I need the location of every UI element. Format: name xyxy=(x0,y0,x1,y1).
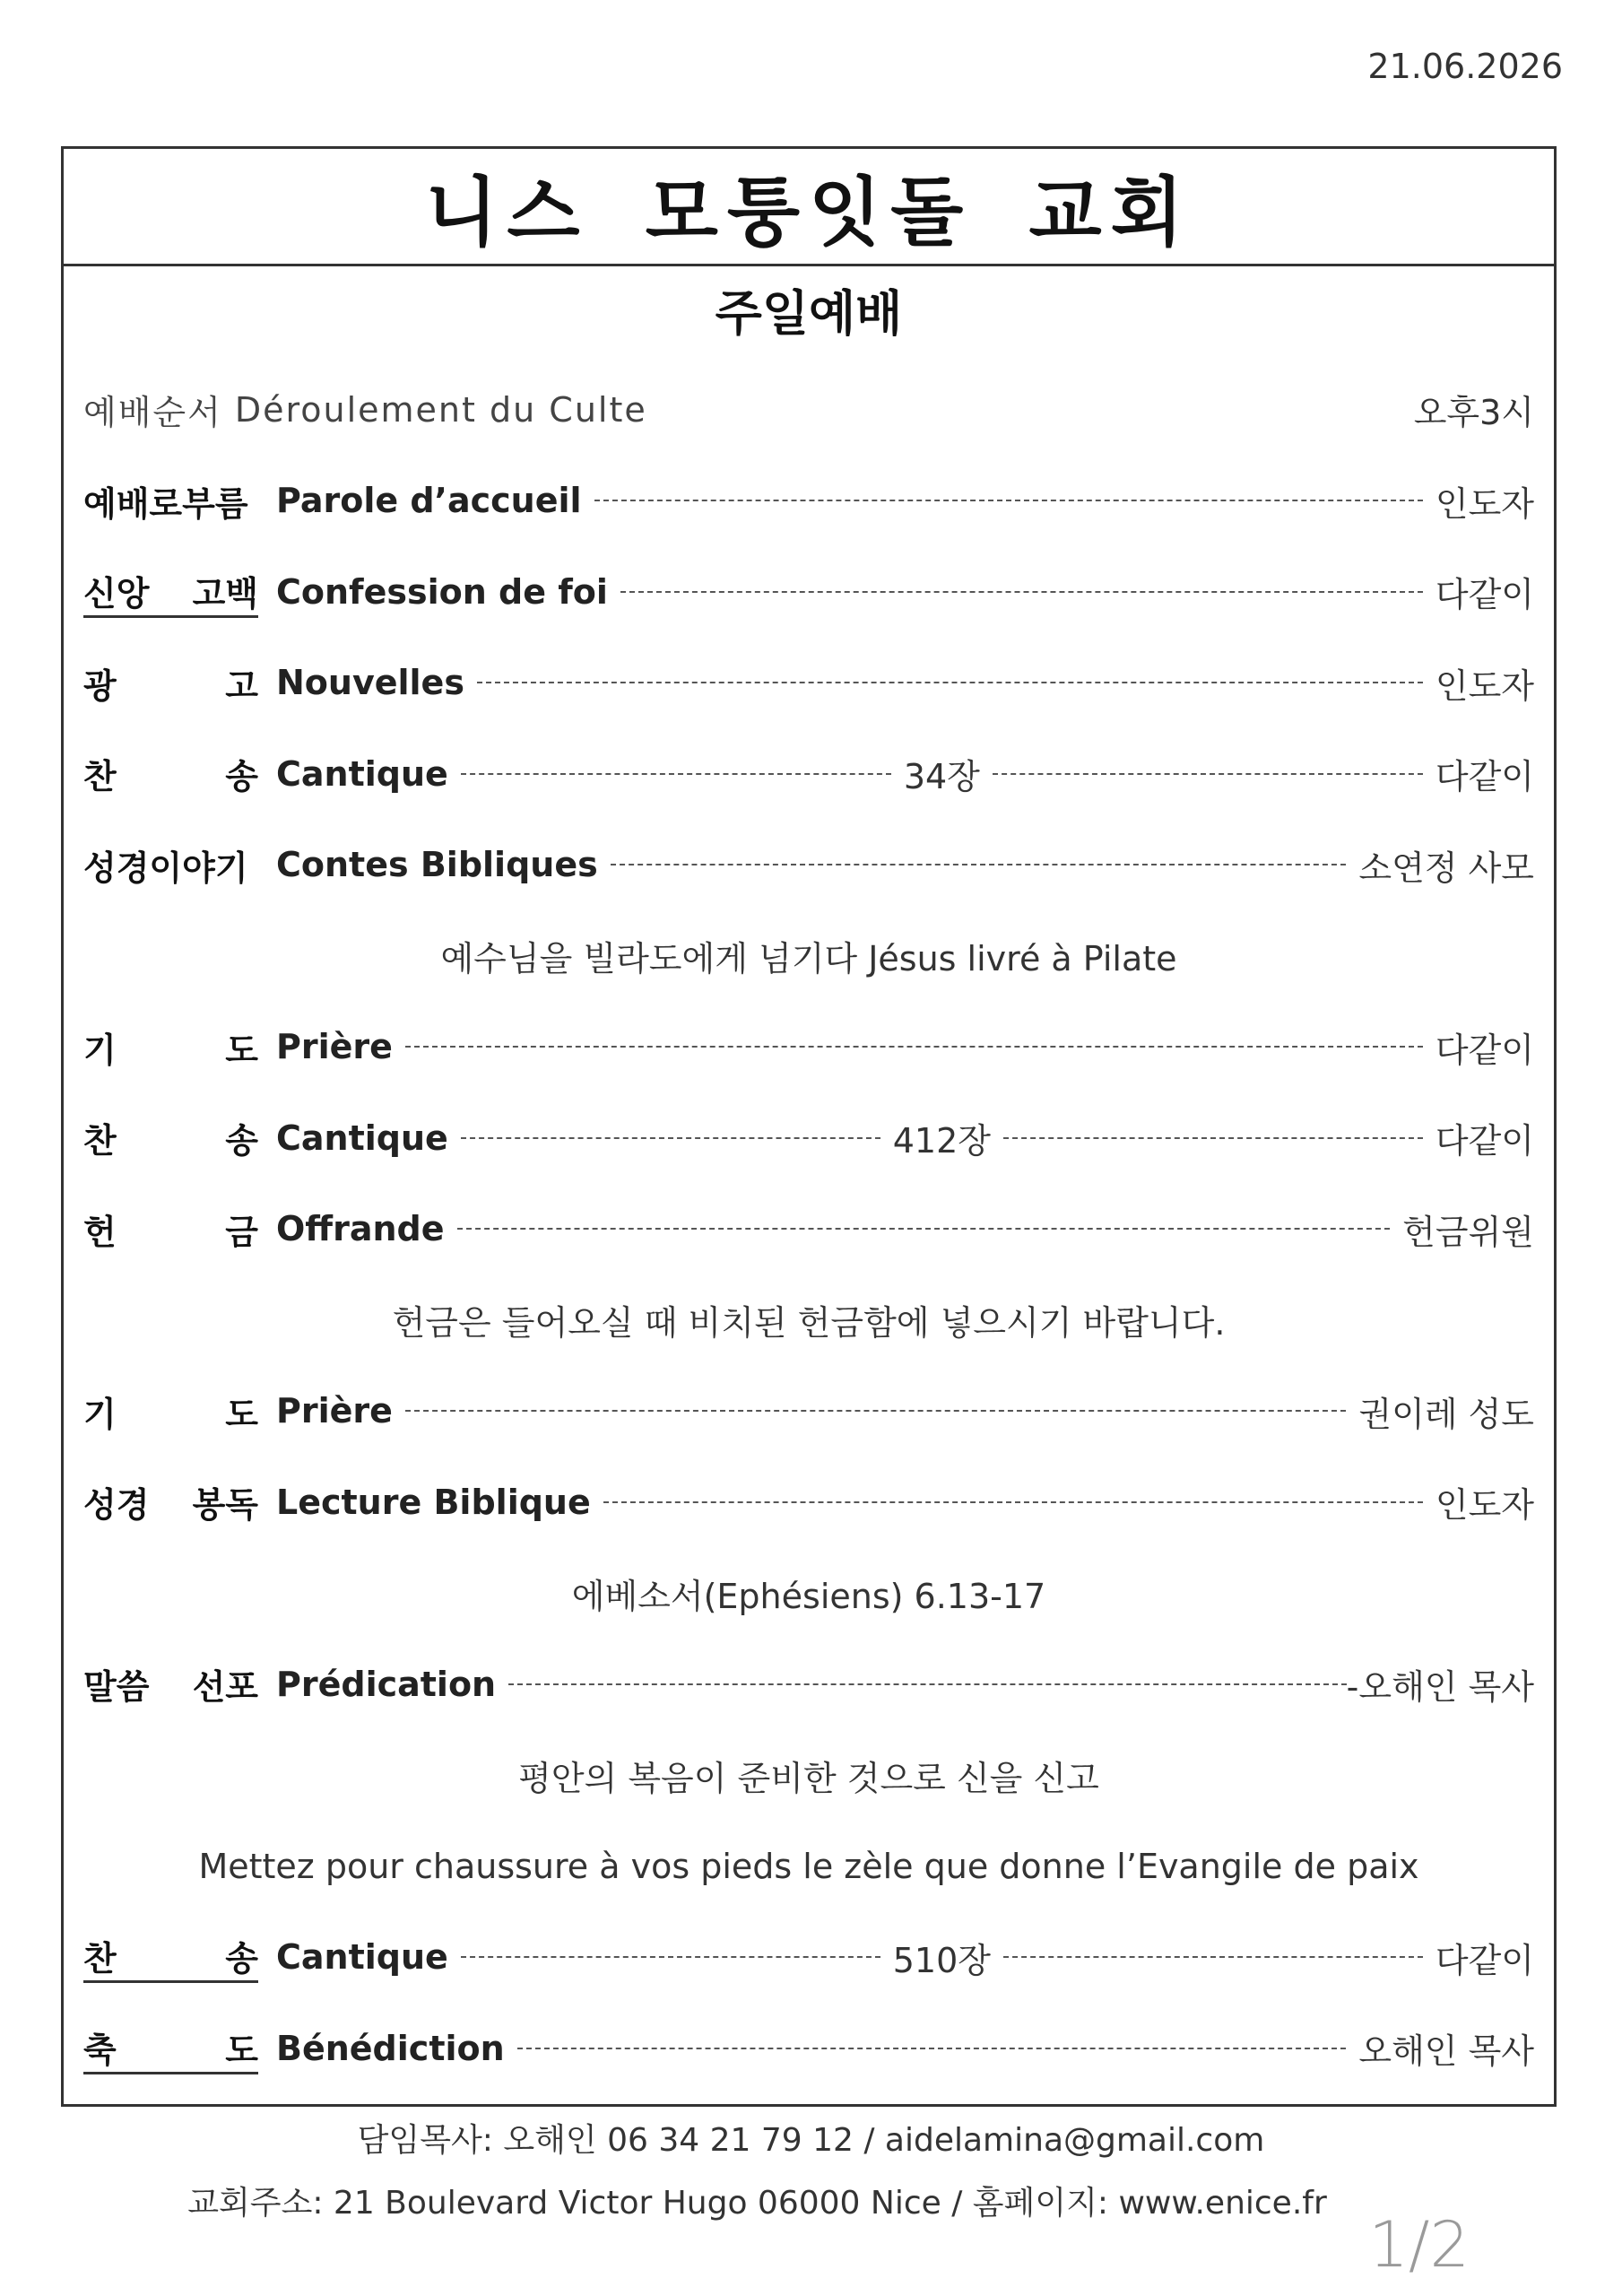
service-row xyxy=(83,1366,1534,1457)
dash-leader xyxy=(611,864,1347,865)
row-note: 예수님을 빌라도에게 넘기다 Jésus livré à Pilate xyxy=(440,939,1177,979)
pastor-contact: 담임목사: 오해인 06 34 21 79 12 / aidelamina@gmail.com xyxy=(357,2122,1265,2159)
row-ko-label: 축 도 xyxy=(83,2022,258,2074)
title-bar xyxy=(64,149,1554,266)
dash-leader xyxy=(620,591,1423,593)
hymn-number: 412장 xyxy=(892,1121,991,1161)
row-leader: 다같이 xyxy=(1435,757,1534,797)
dash-leader xyxy=(405,1046,1423,1048)
service-row xyxy=(83,1092,1534,1184)
row-leader: 인도자 xyxy=(1435,483,1534,524)
row-fr-label: Lecture Biblique xyxy=(276,1482,591,1522)
page-number: 1/2 xyxy=(1368,2208,1470,2282)
service-row xyxy=(83,1912,1534,2004)
row-fr-label: Prière xyxy=(276,1391,393,1431)
church-address: 교회주소: 21 Boulevard Victor Hugo 06000 Nice / 홈페이지: www.enice.fr xyxy=(187,2185,1327,2222)
row-fr-label: Cantique xyxy=(276,1118,448,1158)
dash-leader xyxy=(594,500,1423,501)
order-of-service xyxy=(83,364,1534,2094)
program-frame xyxy=(61,146,1557,2107)
row-leader: 다같이 xyxy=(1435,575,1534,615)
service-row xyxy=(83,546,1534,638)
service-row xyxy=(83,1639,1534,1730)
dash-leader xyxy=(457,1228,1391,1230)
row-ko-label: 찬 송 xyxy=(83,757,258,797)
row-fr-label: Confession de foi xyxy=(276,571,608,612)
row-ko-label: 광 고 xyxy=(83,665,258,706)
dash-leader xyxy=(461,773,891,775)
service-row xyxy=(83,456,1534,547)
row-fr-label: Prédication xyxy=(276,1664,497,1704)
row-note: 헌금은 들어오실 때 비치된 헌금함에 넣으시기 바랍니다. xyxy=(392,1303,1226,1344)
service-row xyxy=(83,1457,1534,1548)
service-row xyxy=(83,2003,1534,2094)
service-time: 오후3시 xyxy=(1413,393,1534,433)
row-fr-label: Cantique xyxy=(276,1937,448,1978)
row-leader: 권이레 성도 xyxy=(1358,1394,1534,1434)
row-fr-label: Offrande xyxy=(276,1209,445,1249)
dash-leader xyxy=(508,1683,1347,1685)
dash-leader xyxy=(603,1501,1423,1503)
hymn-number: 510장 xyxy=(892,1940,991,1980)
row-leader: 다같이 xyxy=(1435,1121,1534,1161)
row-note: 에베소서(Ephésiens) 6.13-17 xyxy=(571,1576,1046,1616)
row-fr-label: Contes Bibliques xyxy=(276,845,598,885)
row-ko-label: 헌 금 xyxy=(83,1212,258,1252)
order-header-ko: 예배순서 xyxy=(83,393,222,433)
date: 21.06.2026 xyxy=(1367,47,1563,86)
row-ko-label: 예배로부름 xyxy=(83,483,248,524)
row-fr-label: Prière xyxy=(276,1027,393,1067)
dash-leader xyxy=(1003,1956,1423,1958)
row-ko-label: 성경 봉독 xyxy=(83,1485,258,1526)
row-leader: 다같이 xyxy=(1435,1030,1534,1070)
row-fr-label: Parole d’accueil xyxy=(276,481,582,521)
dash-leader xyxy=(477,682,1423,683)
row-ko-label: 성경이야기 xyxy=(83,848,248,888)
row-fr-label: Bénédiction xyxy=(276,2028,505,2068)
row-ko-label: 찬 송 xyxy=(83,1931,258,1983)
dash-leader xyxy=(1003,1137,1423,1139)
order-header xyxy=(83,364,1534,456)
row-leader: 인도자 xyxy=(1435,1485,1534,1526)
order-header-fr: Déroulement du Culte xyxy=(234,389,647,430)
row-ko-label: 신앙 고백 xyxy=(83,566,258,618)
row-ko-label: 말씀 선포 xyxy=(83,1667,258,1708)
service-row xyxy=(83,728,1534,820)
row-note: Mettez pour chaussure à vos pieds le zèle que donne l’Evangile de paix xyxy=(198,1846,1419,1886)
row-leader: 헌금위원 xyxy=(1402,1212,1534,1252)
dash-leader xyxy=(461,1956,880,1958)
service-subtitle: 주일예배 xyxy=(715,285,903,342)
dash-leader xyxy=(405,1410,1346,1412)
row-leader: 인도자 xyxy=(1435,665,1534,706)
row-fr-label: Nouvelles xyxy=(276,663,464,703)
row-fr-label: Cantique xyxy=(276,753,448,794)
row-leader: 오해인 목사 xyxy=(1358,2031,1534,2072)
row-leader: 다같이 xyxy=(1435,1940,1534,1980)
row-note: 평안의 복음이 준비한 것으로 신을 신고 xyxy=(518,1758,1099,1798)
dash-leader xyxy=(461,1137,880,1139)
church-title: 니스 모퉁잇돌 교회 xyxy=(425,168,1193,257)
dash-leader xyxy=(517,2048,1347,2049)
row-ko-label: 기 도 xyxy=(83,1030,258,1070)
hymn-number: 34장 xyxy=(903,757,980,797)
service-row xyxy=(83,638,1534,729)
dash-leader xyxy=(993,773,1423,775)
service-row xyxy=(83,1184,1534,1275)
service-row xyxy=(83,1002,1534,1093)
row-leader: -오해인 목사 xyxy=(1346,1667,1534,1708)
row-ko-label: 기 도 xyxy=(83,1394,258,1434)
service-row xyxy=(83,820,1534,911)
row-ko-label: 찬 송 xyxy=(83,1121,258,1161)
row-leader: 소연정 사모 xyxy=(1358,848,1534,888)
